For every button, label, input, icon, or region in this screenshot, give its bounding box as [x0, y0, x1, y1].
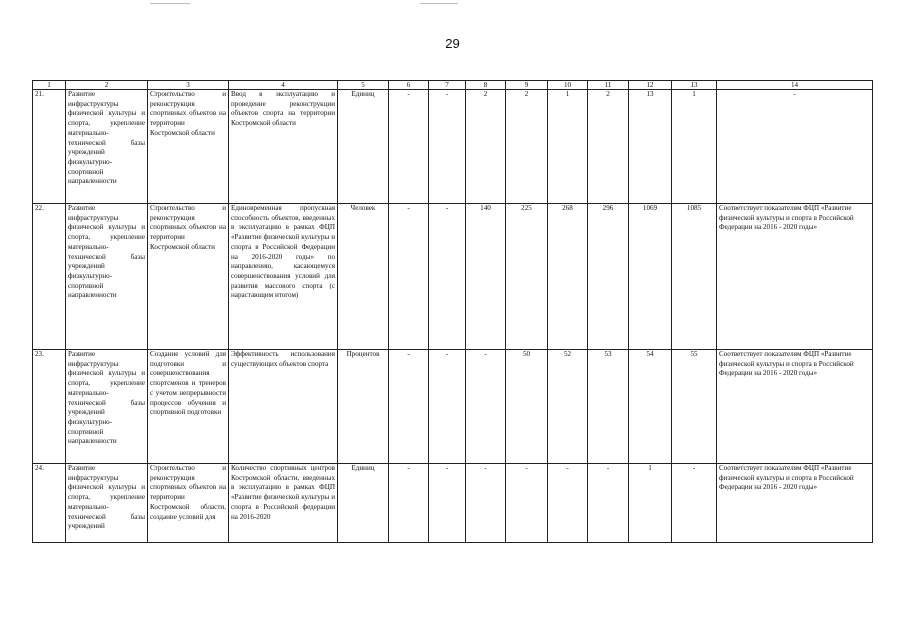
value-cell: 1	[548, 90, 588, 204]
row-number: 23.	[33, 350, 66, 464]
unit-cell: Единиц	[338, 464, 389, 543]
value-cell: 55	[672, 350, 717, 464]
header-cell: 12	[629, 81, 672, 90]
value-cell: -	[429, 464, 466, 543]
measure-cell: Строительство и реконструкция спортивных объектов на территории Костромской области	[148, 90, 229, 204]
value-cell: 50	[506, 350, 548, 464]
value-cell: -	[548, 464, 588, 543]
value-cell: 140	[466, 204, 506, 350]
table-row	[33, 90, 873, 204]
header-cell: 7	[429, 81, 466, 90]
value-cell: -	[466, 464, 506, 543]
value-cell: 2	[588, 90, 629, 204]
header-cell: 9	[506, 81, 548, 90]
header-cell: 14	[717, 81, 873, 90]
value-cell: -	[506, 464, 548, 543]
header-row	[33, 81, 873, 90]
value-cell: 1085	[672, 204, 717, 350]
row-number: 24.	[33, 464, 66, 543]
value-cell: 1	[629, 464, 672, 543]
direction-cell: Развитие инфраструктуры физической культуры и спорта, укрепление материально-технической базы учреждений	[66, 464, 148, 543]
indicator-cell: Эффективность использования существующих объектов спорта	[229, 350, 338, 464]
indicator-cell: Единовременная пропускная способность объектов, введенных в эксплуатацию в рамках ФЦП «Развитие физической культуры и спорта в Российской Федерации на 2016-2020 годы» по направлению, касающемуся совершенствования условий для развития массового спорта (с нарастающим итогом)	[229, 204, 338, 350]
table-row	[33, 350, 873, 464]
note-cell: -	[717, 90, 873, 204]
value-cell: -	[389, 350, 429, 464]
indicator-cell: Количество спортивных центров Костромской области, введенных в эксплуатацию в рамках ФЦП «Развитие физической культуры и спорта в Российской федерации на 2016-2020	[229, 464, 338, 543]
header-cell: 3	[148, 81, 229, 90]
value-cell: -	[389, 90, 429, 204]
value-cell: 52	[548, 350, 588, 464]
row-number: 22.	[33, 204, 66, 350]
row-number: 21.	[33, 90, 66, 204]
value-cell: 1	[672, 90, 717, 204]
value-cell: 53	[588, 350, 629, 464]
header-cell: 2	[66, 81, 148, 90]
value-cell: 54	[629, 350, 672, 464]
value-cell: -	[429, 350, 466, 464]
measure-cell: Строительство и реконструкция спортивных объектов на территории Костромской области, создание условий для	[148, 464, 229, 543]
header-cell: 5	[338, 81, 389, 90]
value-cell: -	[389, 464, 429, 543]
header-cell: 1	[33, 81, 66, 90]
header-cell: 6	[389, 81, 429, 90]
value-cell: 2	[506, 90, 548, 204]
value-cell: -	[672, 464, 717, 543]
note-cell: Соответствует показателям ФЦП «Развитие физической культуры и спорта в Российской Федерации на 2016 - 2020 годы»	[717, 204, 873, 350]
value-cell: 1069	[629, 204, 672, 350]
header-cell: 13	[672, 81, 717, 90]
value-cell: -	[588, 464, 629, 543]
direction-cell: Развитие инфраструктуры физической культуры и спорта, укрепление материально-технической базы учреждений физкультурно-спортивной направленности	[66, 204, 148, 350]
value-cell: -	[429, 90, 466, 204]
page-number: 29	[445, 36, 460, 51]
note-cell: Соответствует показателям ФЦП «Развитие физической культуры и спорта в Российской Федерации на 2016 - 2020 годы»	[717, 464, 873, 543]
scan-artifact	[150, 3, 190, 4]
indicator-cell: Ввод в эксплуатацию и проведение реконструкции объектов спорта на территории Костромской области	[229, 90, 338, 204]
scan-artifact	[420, 3, 458, 4]
value-cell: 296	[588, 204, 629, 350]
value-cell: 2	[466, 90, 506, 204]
header-cell: 10	[548, 81, 588, 90]
value-cell: 225	[506, 204, 548, 350]
unit-cell: Человек	[338, 204, 389, 350]
table-row	[33, 464, 873, 543]
direction-cell: Развитие инфраструктуры физической культуры и спорта, укрепление материально-технической базы учреждений физкультурно-спортивной направленности	[66, 90, 148, 204]
value-cell: 13	[629, 90, 672, 204]
value-cell: -	[429, 204, 466, 350]
header-cell: 11	[588, 81, 629, 90]
table-row	[33, 204, 873, 350]
value-cell: -	[389, 204, 429, 350]
indicators-table	[32, 80, 873, 543]
header-cell: 4	[229, 81, 338, 90]
unit-cell: Единиц	[338, 90, 389, 204]
header-cell: 8	[466, 81, 506, 90]
value-cell: 268	[548, 204, 588, 350]
measure-cell: Строительство и реконструкция спортивных объектов на территории Костромской области	[148, 204, 229, 350]
note-cell: Соответствует показателям ФЦП «Развитие физической культуры и спорта в Российской Федерации на 2016 - 2020 годы»	[717, 350, 873, 464]
measure-cell: Создание условий для подготовки и совершенствования спортсменов и тренеров с учетом непрерывности процессов обучения и спортивной подготовки	[148, 350, 229, 464]
unit-cell: Процентов	[338, 350, 389, 464]
value-cell: -	[466, 350, 506, 464]
direction-cell: Развитие инфраструктуры физической культуры и спорта, укрепление материально-технической базы учреждений физкультурно-спортивной направленности	[66, 350, 148, 464]
